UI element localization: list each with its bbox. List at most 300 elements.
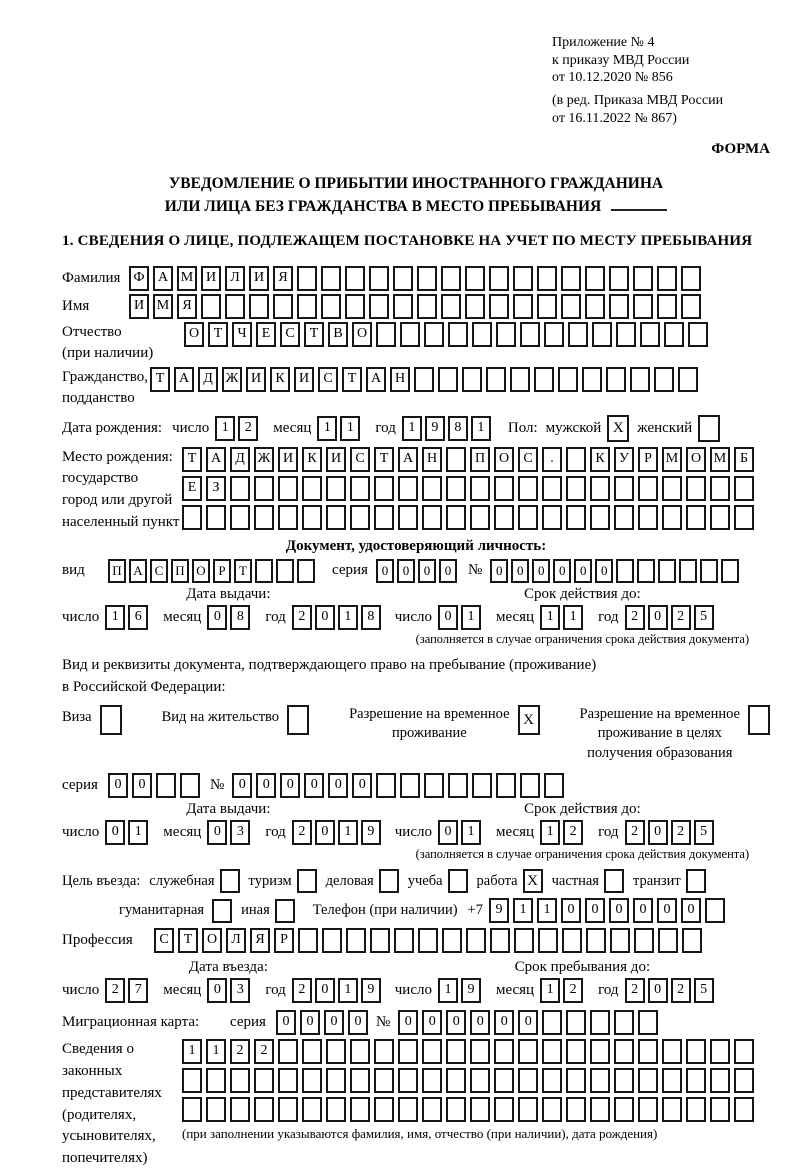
- char-cell[interactable]: З: [206, 476, 226, 501]
- date-year-cell[interactable]: 0: [315, 978, 335, 1003]
- char-cell[interactable]: [230, 1097, 250, 1122]
- char-cell[interactable]: [206, 1097, 226, 1122]
- char-cell[interactable]: [734, 1068, 754, 1093]
- date-day-cell[interactable]: 0: [438, 820, 458, 845]
- char-cell[interactable]: [462, 367, 482, 392]
- char-cell[interactable]: [278, 505, 298, 530]
- char-cell[interactable]: [662, 476, 682, 501]
- date-month-cell[interactable]: 1: [540, 978, 560, 1003]
- char-cell[interactable]: Р: [213, 559, 231, 583]
- char-cell[interactable]: 0: [422, 1010, 442, 1035]
- date-day-cell[interactable]: 1: [105, 605, 125, 630]
- char-cell[interactable]: [638, 505, 658, 530]
- date-year-cell[interactable]: 5: [694, 605, 714, 630]
- char-cell[interactable]: [710, 505, 730, 530]
- char-cell[interactable]: [686, 476, 706, 501]
- date-year-cell[interactable]: 1: [338, 605, 358, 630]
- char-cell[interactable]: [278, 1068, 298, 1093]
- char-cell[interactable]: Т: [342, 367, 362, 392]
- char-cell[interactable]: [206, 1068, 226, 1093]
- char-cell[interactable]: [182, 1068, 202, 1093]
- date-month-cell[interactable]: 0: [207, 978, 227, 1003]
- char-cell[interactable]: [514, 928, 534, 953]
- char-cell[interactable]: 0: [561, 898, 581, 923]
- date-month-cell[interactable]: 2: [563, 820, 583, 845]
- char-cell[interactable]: [586, 928, 606, 953]
- char-cell[interactable]: М: [177, 266, 197, 291]
- char-cell[interactable]: [542, 476, 562, 501]
- purpose-humanitarian-checkbox[interactable]: [212, 899, 232, 923]
- char-cell[interactable]: [374, 476, 394, 501]
- char-cell[interactable]: Б: [734, 447, 754, 472]
- char-cell[interactable]: 0: [352, 773, 372, 798]
- char-cell[interactable]: [614, 1097, 634, 1122]
- char-cell[interactable]: [393, 266, 413, 291]
- char-cell[interactable]: [686, 1068, 706, 1093]
- char-cell[interactable]: 2: [230, 1039, 250, 1064]
- char-cell[interactable]: [350, 505, 370, 530]
- date-year-cell[interactable]: 5: [694, 978, 714, 1003]
- char-cell[interactable]: [686, 505, 706, 530]
- char-cell[interactable]: [614, 1039, 634, 1064]
- char-cell[interactable]: [590, 1039, 610, 1064]
- char-cell[interactable]: [654, 367, 674, 392]
- char-cell[interactable]: [609, 294, 629, 319]
- char-cell[interactable]: 0: [490, 559, 508, 583]
- char-cell[interactable]: 0: [328, 773, 348, 798]
- char-cell[interactable]: 1: [513, 898, 533, 923]
- char-cell[interactable]: [486, 367, 506, 392]
- char-cell[interactable]: [297, 266, 317, 291]
- char-cell[interactable]: [561, 294, 581, 319]
- char-cell[interactable]: [633, 266, 653, 291]
- date-month-cell[interactable]: 1: [540, 820, 560, 845]
- char-cell[interactable]: [422, 1097, 442, 1122]
- char-cell[interactable]: [582, 367, 602, 392]
- char-cell[interactable]: О: [184, 322, 204, 347]
- char-cell[interactable]: 0: [633, 898, 653, 923]
- char-cell[interactable]: [489, 294, 509, 319]
- char-cell[interactable]: [590, 505, 610, 530]
- date-day-cell[interactable]: 1: [438, 978, 458, 1003]
- char-cell[interactable]: [302, 1068, 322, 1093]
- char-cell[interactable]: 0: [657, 898, 677, 923]
- char-cell[interactable]: [201, 294, 221, 319]
- char-cell[interactable]: [534, 367, 554, 392]
- date-day-cell[interactable]: 1: [461, 820, 481, 845]
- purpose-transit-checkbox[interactable]: [686, 869, 706, 893]
- char-cell[interactable]: [400, 773, 420, 798]
- temp-residence-checkbox[interactable]: X: [518, 705, 540, 735]
- char-cell[interactable]: [490, 928, 510, 953]
- char-cell[interactable]: [585, 294, 605, 319]
- char-cell[interactable]: Л: [225, 266, 245, 291]
- char-cell[interactable]: [681, 294, 701, 319]
- residence-permit-checkbox[interactable]: [287, 705, 309, 735]
- char-cell[interactable]: [465, 294, 485, 319]
- char-cell[interactable]: А: [206, 447, 226, 472]
- date-year-cell[interactable]: 0: [648, 820, 668, 845]
- char-cell[interactable]: Р: [274, 928, 294, 953]
- char-cell[interactable]: [662, 505, 682, 530]
- date-month-cell[interactable]: 3: [230, 820, 250, 845]
- char-cell[interactable]: Л: [226, 928, 246, 953]
- date-year-cell[interactable]: 2: [671, 978, 691, 1003]
- char-cell[interactable]: [518, 1068, 538, 1093]
- purpose-tourism-checkbox[interactable]: [297, 869, 317, 893]
- char-cell[interactable]: [590, 476, 610, 501]
- date-day-cell[interactable]: 0: [105, 820, 125, 845]
- char-cell[interactable]: [686, 1097, 706, 1122]
- sex-female-checkbox[interactable]: [698, 415, 720, 442]
- char-cell[interactable]: [542, 1068, 562, 1093]
- date-year-cell[interactable]: 2: [292, 605, 312, 630]
- char-cell[interactable]: [398, 1039, 418, 1064]
- char-cell[interactable]: [376, 773, 396, 798]
- char-cell[interactable]: [442, 928, 462, 953]
- char-cell[interactable]: [614, 476, 634, 501]
- char-cell[interactable]: [321, 294, 341, 319]
- date-year-cell[interactable]: 2: [625, 978, 645, 1003]
- char-cell[interactable]: [566, 1010, 586, 1035]
- date-day-cell[interactable]: 7: [128, 978, 148, 1003]
- char-cell[interactable]: [321, 266, 341, 291]
- char-cell[interactable]: [510, 367, 530, 392]
- char-cell[interactable]: [345, 266, 365, 291]
- char-cell[interactable]: [302, 1097, 322, 1122]
- char-cell[interactable]: [566, 447, 586, 472]
- char-cell[interactable]: [520, 322, 540, 347]
- char-cell[interactable]: [542, 1010, 562, 1035]
- purpose-business-checkbox[interactable]: [220, 869, 240, 893]
- char-cell[interactable]: С: [318, 367, 338, 392]
- char-cell[interactable]: [513, 294, 533, 319]
- date-month-cell[interactable]: 8: [230, 605, 250, 630]
- char-cell[interactable]: [254, 476, 274, 501]
- char-cell[interactable]: [394, 928, 414, 953]
- date-month-cell[interactable]: 2: [563, 978, 583, 1003]
- char-cell[interactable]: [297, 559, 315, 583]
- char-cell[interactable]: [422, 1039, 442, 1064]
- char-cell[interactable]: [664, 322, 684, 347]
- char-cell[interactable]: [734, 505, 754, 530]
- char-cell[interactable]: [686, 1039, 706, 1064]
- char-cell[interactable]: [465, 266, 485, 291]
- char-cell[interactable]: И: [201, 266, 221, 291]
- char-cell[interactable]: [566, 476, 586, 501]
- char-cell[interactable]: [542, 1097, 562, 1122]
- char-cell[interactable]: [734, 1039, 754, 1064]
- char-cell[interactable]: [424, 322, 444, 347]
- char-cell[interactable]: 0: [553, 559, 571, 583]
- date-year-cell[interactable]: 8: [448, 416, 468, 441]
- char-cell[interactable]: Ж: [254, 447, 274, 472]
- char-cell[interactable]: [345, 294, 365, 319]
- char-cell[interactable]: [369, 294, 389, 319]
- char-cell[interactable]: [537, 266, 557, 291]
- date-day-cell[interactable]: 9: [461, 978, 481, 1003]
- char-cell[interactable]: [630, 367, 650, 392]
- date-year-cell[interactable]: 8: [361, 605, 381, 630]
- purpose-private-checkbox[interactable]: [604, 869, 624, 893]
- date-year-cell[interactable]: 2: [625, 820, 645, 845]
- char-cell[interactable]: [562, 928, 582, 953]
- char-cell[interactable]: 1: [206, 1039, 226, 1064]
- char-cell[interactable]: [544, 322, 564, 347]
- char-cell[interactable]: [494, 476, 514, 501]
- char-cell[interactable]: [609, 266, 629, 291]
- char-cell[interactable]: [590, 1097, 610, 1122]
- date-day-cell[interactable]: 2: [238, 416, 258, 441]
- char-cell[interactable]: Ч: [232, 322, 252, 347]
- char-cell[interactable]: [302, 476, 322, 501]
- date-year-cell[interactable]: 1: [402, 416, 422, 441]
- char-cell[interactable]: [398, 476, 418, 501]
- char-cell[interactable]: 0: [446, 1010, 466, 1035]
- char-cell[interactable]: [710, 1097, 730, 1122]
- char-cell[interactable]: [417, 266, 437, 291]
- date-year-cell[interactable]: 9: [361, 820, 381, 845]
- char-cell[interactable]: [254, 505, 274, 530]
- char-cell[interactable]: [566, 1097, 586, 1122]
- char-cell[interactable]: [182, 1097, 202, 1122]
- char-cell[interactable]: [614, 1068, 634, 1093]
- date-year-cell[interactable]: 2: [625, 605, 645, 630]
- char-cell[interactable]: Т: [208, 322, 228, 347]
- char-cell[interactable]: [662, 1097, 682, 1122]
- char-cell[interactable]: [566, 1068, 586, 1093]
- char-cell[interactable]: [470, 1097, 490, 1122]
- char-cell[interactable]: [494, 505, 514, 530]
- char-cell[interactable]: Д: [230, 447, 250, 472]
- char-cell[interactable]: [326, 1068, 346, 1093]
- char-cell[interactable]: 0: [439, 559, 457, 583]
- char-cell[interactable]: [298, 928, 318, 953]
- char-cell[interactable]: [590, 1068, 610, 1093]
- char-cell[interactable]: [678, 367, 698, 392]
- char-cell[interactable]: Я: [177, 294, 197, 319]
- char-cell[interactable]: [710, 1039, 730, 1064]
- char-cell[interactable]: Я: [273, 266, 293, 291]
- char-cell[interactable]: С: [154, 928, 174, 953]
- char-cell[interactable]: [496, 322, 516, 347]
- char-cell[interactable]: [518, 1097, 538, 1122]
- char-cell[interactable]: [326, 505, 346, 530]
- char-cell[interactable]: Н: [390, 367, 410, 392]
- char-cell[interactable]: 0: [397, 559, 415, 583]
- char-cell[interactable]: 0: [470, 1010, 490, 1035]
- char-cell[interactable]: К: [270, 367, 290, 392]
- char-cell[interactable]: К: [302, 447, 322, 472]
- char-cell[interactable]: [638, 1039, 658, 1064]
- char-cell[interactable]: [350, 1097, 370, 1122]
- char-cell[interactable]: [710, 476, 730, 501]
- char-cell[interactable]: С: [280, 322, 300, 347]
- char-cell[interactable]: [400, 322, 420, 347]
- date-year-cell[interactable]: 5: [694, 820, 714, 845]
- char-cell[interactable]: [346, 928, 366, 953]
- char-cell[interactable]: [657, 294, 677, 319]
- char-cell[interactable]: Д: [198, 367, 218, 392]
- char-cell[interactable]: Е: [256, 322, 276, 347]
- char-cell[interactable]: [566, 1039, 586, 1064]
- char-cell[interactable]: [422, 505, 442, 530]
- char-cell[interactable]: С: [150, 559, 168, 583]
- char-cell[interactable]: [472, 773, 492, 798]
- char-cell[interactable]: [657, 266, 677, 291]
- char-cell[interactable]: 0: [376, 559, 394, 583]
- char-cell[interactable]: [538, 928, 558, 953]
- char-cell[interactable]: А: [366, 367, 386, 392]
- char-cell[interactable]: 0: [276, 1010, 296, 1035]
- char-cell[interactable]: [518, 476, 538, 501]
- char-cell[interactable]: [446, 1039, 466, 1064]
- char-cell[interactable]: [254, 1097, 274, 1122]
- char-cell[interactable]: А: [153, 266, 173, 291]
- char-cell[interactable]: [610, 928, 630, 953]
- char-cell[interactable]: [278, 1097, 298, 1122]
- char-cell[interactable]: Т: [374, 447, 394, 472]
- char-cell[interactable]: 0: [398, 1010, 418, 1035]
- date-month-cell[interactable]: 3: [230, 978, 250, 1003]
- char-cell[interactable]: [374, 1097, 394, 1122]
- char-cell[interactable]: [638, 1068, 658, 1093]
- char-cell[interactable]: [682, 928, 702, 953]
- purpose-commercial-checkbox[interactable]: [379, 869, 399, 893]
- char-cell[interactable]: [734, 1097, 754, 1122]
- char-cell[interactable]: [278, 476, 298, 501]
- date-year-cell[interactable]: 2: [671, 820, 691, 845]
- char-cell[interactable]: 0: [108, 773, 128, 798]
- char-cell[interactable]: В: [328, 322, 348, 347]
- char-cell[interactable]: [494, 1097, 514, 1122]
- char-cell[interactable]: И: [249, 266, 269, 291]
- date-year-cell[interactable]: 2: [292, 820, 312, 845]
- char-cell[interactable]: [254, 1068, 274, 1093]
- char-cell[interactable]: [734, 476, 754, 501]
- char-cell[interactable]: Е: [182, 476, 202, 501]
- char-cell[interactable]: Н: [422, 447, 442, 472]
- char-cell[interactable]: [326, 476, 346, 501]
- char-cell[interactable]: [302, 1039, 322, 1064]
- char-cell[interactable]: [424, 773, 444, 798]
- char-cell[interactable]: [297, 294, 317, 319]
- char-cell[interactable]: [180, 773, 200, 798]
- char-cell[interactable]: [681, 266, 701, 291]
- char-cell[interactable]: 9: [489, 898, 509, 923]
- char-cell[interactable]: [568, 322, 588, 347]
- date-year-cell[interactable]: 0: [648, 605, 668, 630]
- char-cell[interactable]: [592, 322, 612, 347]
- char-cell[interactable]: [700, 559, 718, 583]
- char-cell[interactable]: 0: [532, 559, 550, 583]
- char-cell[interactable]: 1: [182, 1039, 202, 1064]
- char-cell[interactable]: О: [352, 322, 372, 347]
- char-cell[interactable]: [616, 559, 634, 583]
- char-cell[interactable]: [206, 505, 226, 530]
- char-cell[interactable]: [398, 1068, 418, 1093]
- char-cell[interactable]: [470, 1039, 490, 1064]
- char-cell[interactable]: Т: [304, 322, 324, 347]
- char-cell[interactable]: О: [202, 928, 222, 953]
- char-cell[interactable]: [637, 559, 655, 583]
- char-cell[interactable]: [470, 476, 490, 501]
- char-cell[interactable]: П: [108, 559, 126, 583]
- date-year-cell[interactable]: 2: [671, 605, 691, 630]
- char-cell[interactable]: У: [614, 447, 634, 472]
- char-cell[interactable]: И: [326, 447, 346, 472]
- char-cell[interactable]: [350, 476, 370, 501]
- char-cell[interactable]: [472, 322, 492, 347]
- char-cell[interactable]: [369, 266, 389, 291]
- char-cell[interactable]: 2: [254, 1039, 274, 1064]
- char-cell[interactable]: [561, 266, 581, 291]
- char-cell[interactable]: [544, 773, 564, 798]
- purpose-work-checkbox[interactable]: X: [523, 869, 543, 893]
- char-cell[interactable]: [156, 773, 176, 798]
- date-day-cell[interactable]: 2: [105, 978, 125, 1003]
- date-day-cell[interactable]: 1: [128, 820, 148, 845]
- char-cell[interactable]: [658, 928, 678, 953]
- char-cell[interactable]: [470, 1068, 490, 1093]
- char-cell[interactable]: [662, 1068, 682, 1093]
- char-cell[interactable]: [182, 505, 202, 530]
- char-cell[interactable]: [638, 476, 658, 501]
- char-cell[interactable]: [278, 1039, 298, 1064]
- date-month-cell[interactable]: 1: [540, 605, 560, 630]
- char-cell[interactable]: И: [246, 367, 266, 392]
- date-month-cell[interactable]: 1: [563, 605, 583, 630]
- date-day-cell[interactable]: 6: [128, 605, 148, 630]
- char-cell[interactable]: О: [686, 447, 706, 472]
- char-cell[interactable]: [225, 294, 245, 319]
- char-cell[interactable]: К: [590, 447, 610, 472]
- char-cell[interactable]: 0: [585, 898, 605, 923]
- char-cell[interactable]: М: [710, 447, 730, 472]
- char-cell[interactable]: [710, 1068, 730, 1093]
- date-year-cell[interactable]: 0: [648, 978, 668, 1003]
- char-cell[interactable]: [255, 559, 273, 583]
- char-cell[interactable]: 0: [681, 898, 701, 923]
- char-cell[interactable]: 0: [574, 559, 592, 583]
- char-cell[interactable]: [566, 505, 586, 530]
- char-cell[interactable]: [417, 294, 437, 319]
- char-cell[interactable]: Т: [178, 928, 198, 953]
- date-month-cell[interactable]: 1: [340, 416, 360, 441]
- char-cell[interactable]: [350, 1068, 370, 1093]
- purpose-study-checkbox[interactable]: [448, 869, 468, 893]
- char-cell[interactable]: [494, 1068, 514, 1093]
- char-cell[interactable]: [230, 1068, 250, 1093]
- char-cell[interactable]: [326, 1097, 346, 1122]
- date-year-cell[interactable]: 0: [315, 605, 335, 630]
- char-cell[interactable]: [230, 476, 250, 501]
- date-year-cell[interactable]: 1: [338, 820, 358, 845]
- char-cell[interactable]: [230, 505, 250, 530]
- char-cell[interactable]: [585, 266, 605, 291]
- char-cell[interactable]: [489, 266, 509, 291]
- char-cell[interactable]: [542, 1039, 562, 1064]
- char-cell[interactable]: [374, 505, 394, 530]
- char-cell[interactable]: [249, 294, 269, 319]
- char-cell[interactable]: [721, 559, 739, 583]
- char-cell[interactable]: М: [153, 294, 173, 319]
- char-cell[interactable]: [441, 294, 461, 319]
- char-cell[interactable]: [614, 505, 634, 530]
- char-cell[interactable]: [662, 1039, 682, 1064]
- char-cell[interactable]: [398, 1097, 418, 1122]
- date-year-cell[interactable]: 2: [292, 978, 312, 1003]
